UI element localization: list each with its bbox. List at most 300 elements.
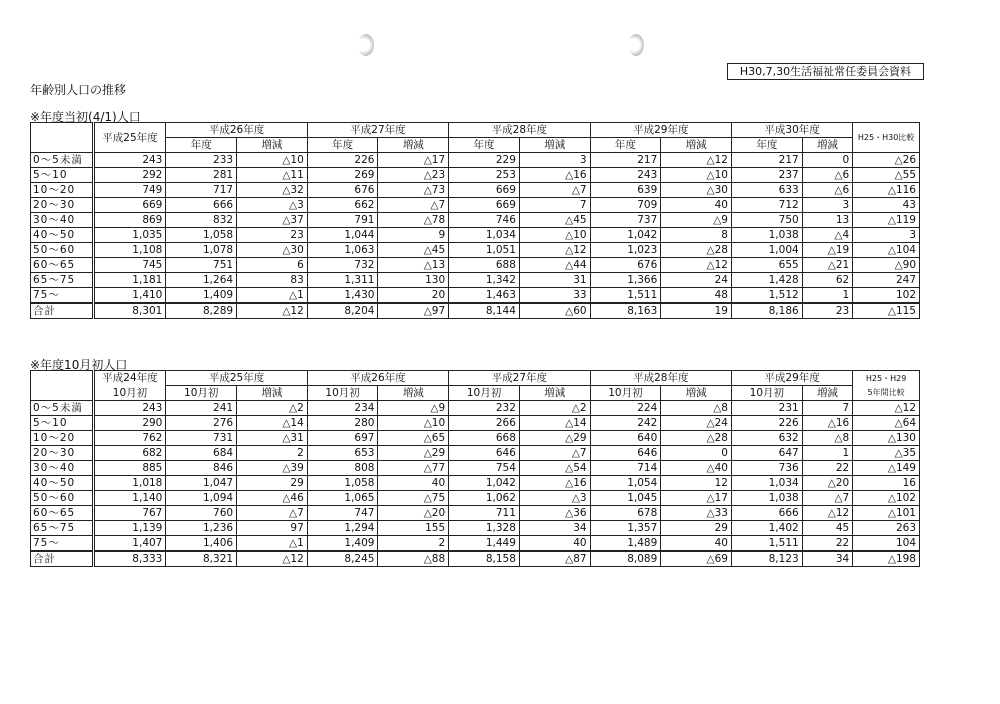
- sub-header-diff: 増減: [661, 386, 732, 401]
- population-cell: 8,245: [307, 551, 378, 567]
- table-row: [31, 288, 920, 304]
- base-value-cell: 669: [93, 198, 166, 213]
- population-cell: 808: [307, 461, 378, 476]
- population-cell: 1,489: [590, 536, 661, 552]
- age-group-cell: 65～75: [31, 521, 94, 536]
- change-cell: 2: [237, 446, 308, 461]
- table-row: [31, 491, 920, 506]
- change-cell: 40: [378, 476, 449, 491]
- change-cell: 7: [519, 198, 590, 213]
- sub-header-diff: 増減: [661, 138, 732, 153]
- population-cell: 697: [307, 431, 378, 446]
- table-row: [31, 431, 920, 446]
- age-group-cell: 20～30: [31, 446, 94, 461]
- population-cell: 1,264: [166, 273, 237, 288]
- change-cell: △19: [802, 243, 853, 258]
- sub-header-pop: 10月初: [307, 386, 378, 401]
- base-value-cell: 290: [93, 416, 166, 431]
- change-cell: △60: [519, 303, 590, 319]
- population-cell: 737: [590, 213, 661, 228]
- change-cell: △65: [378, 431, 449, 446]
- age-group-cell: 10～20: [31, 183, 94, 198]
- age-group-cell: 5～10: [31, 168, 94, 183]
- population-cell: 711: [449, 506, 520, 521]
- population-cell: 669: [449, 198, 520, 213]
- change-cell: △39: [237, 461, 308, 476]
- sub-header-diff: 増減: [378, 138, 449, 153]
- comparison-cell: △130: [853, 431, 920, 446]
- table2-caption: ※年度10月初人口: [30, 358, 128, 372]
- population-cell: 1,430: [307, 288, 378, 304]
- change-cell: △9: [661, 213, 732, 228]
- table-row: [31, 401, 920, 416]
- population-cell: 714: [590, 461, 661, 476]
- base-value-cell: 682: [93, 446, 166, 461]
- change-cell: △28: [661, 243, 732, 258]
- change-cell: △12: [661, 258, 732, 273]
- comparison-cell: △102: [853, 491, 920, 506]
- population-cell: 678: [590, 506, 661, 521]
- change-cell: 13: [802, 213, 853, 228]
- change-cell: △32: [237, 183, 308, 198]
- age-group-cell: 0～5未満: [31, 401, 94, 416]
- population-cell: 8,089: [590, 551, 661, 567]
- change-cell: 1: [802, 288, 853, 304]
- change-cell: △10: [237, 153, 308, 168]
- change-cell: △29: [519, 431, 590, 446]
- population-cell: 1,449: [449, 536, 520, 552]
- change-cell: △31: [237, 431, 308, 446]
- change-cell: △7: [519, 446, 590, 461]
- sub-header-pop: 10月初: [731, 386, 802, 401]
- base-value-cell: 1,410: [93, 288, 166, 304]
- population-cell: 639: [590, 183, 661, 198]
- table-row: [31, 243, 920, 258]
- population-cell: 280: [307, 416, 378, 431]
- population-cell: 746: [449, 213, 520, 228]
- sub-header-pop: 年度: [166, 138, 237, 153]
- change-cell: △73: [378, 183, 449, 198]
- sub-header-pop: 10月初: [449, 386, 520, 401]
- year-header: 平成26年度: [307, 371, 448, 386]
- comparison-cell: 102: [853, 288, 920, 304]
- population-cell: 226: [731, 416, 802, 431]
- age-group-cell: 合計: [31, 303, 94, 319]
- change-cell: △30: [237, 243, 308, 258]
- comparison-cell: △115: [853, 303, 920, 319]
- comparison-cell: 263: [853, 521, 920, 536]
- base-value-cell: 1,181: [93, 273, 166, 288]
- page-title: 年齢別人口の推移: [30, 83, 127, 97]
- population-cell: 1,054: [590, 476, 661, 491]
- population-cell: 1,328: [449, 521, 520, 536]
- change-cell: 12: [661, 476, 732, 491]
- change-cell: 23: [802, 303, 853, 319]
- age-group-cell: 75～: [31, 288, 94, 304]
- population-cell: 653: [307, 446, 378, 461]
- change-cell: 40: [661, 536, 732, 552]
- table-row: [31, 273, 920, 288]
- comparison-cell: △26: [853, 153, 920, 168]
- population-cell: 241: [166, 401, 237, 416]
- change-cell: 19: [661, 303, 732, 319]
- age-group-cell: 60～65: [31, 506, 94, 521]
- change-cell: △44: [519, 258, 590, 273]
- total-row: [31, 303, 920, 319]
- change-cell: 130: [378, 273, 449, 288]
- population-cell: 662: [307, 198, 378, 213]
- base-value-cell: 8,301: [93, 303, 166, 319]
- year-header: 平成25年度: [166, 371, 307, 386]
- population-cell: 269: [307, 168, 378, 183]
- population-cell: 217: [590, 153, 661, 168]
- population-cell: 791: [307, 213, 378, 228]
- sub-header-diff: 増減: [378, 386, 449, 401]
- change-cell: △33: [661, 506, 732, 521]
- table-row: [31, 183, 920, 198]
- change-cell: △10: [519, 228, 590, 243]
- base-value-cell: 1,108: [93, 243, 166, 258]
- population-cell: 747: [307, 506, 378, 521]
- population-cell: 8,158: [449, 551, 520, 567]
- population-cell: 1,038: [731, 491, 802, 506]
- change-cell: △54: [519, 461, 590, 476]
- population-cell: 1,058: [166, 228, 237, 243]
- change-cell: △21: [802, 258, 853, 273]
- base-value-cell: 767: [93, 506, 166, 521]
- sub-header-diff: 増減: [802, 386, 853, 401]
- change-cell: △12: [802, 506, 853, 521]
- population-cell: 632: [731, 431, 802, 446]
- population-cell: 8,144: [449, 303, 520, 319]
- population-cell: 233: [166, 153, 237, 168]
- population-cell: 1,034: [449, 228, 520, 243]
- sub-header-diff: 増減: [519, 386, 590, 401]
- population-cell: 712: [731, 198, 802, 213]
- population-cell: 1,357: [590, 521, 661, 536]
- change-cell: △23: [378, 168, 449, 183]
- change-cell: 24: [661, 273, 732, 288]
- population-cell: 1,342: [449, 273, 520, 288]
- population-table-october: [30, 370, 920, 567]
- change-cell: 22: [802, 461, 853, 476]
- year-header: 平成27年度: [307, 123, 448, 138]
- change-cell: △20: [378, 506, 449, 521]
- population-cell: 229: [449, 153, 520, 168]
- change-cell: △78: [378, 213, 449, 228]
- base-year-header: 平成25年度: [93, 123, 166, 153]
- year-header: 平成30年度: [731, 123, 852, 138]
- population-cell: 1,042: [449, 476, 520, 491]
- change-cell: 40: [661, 198, 732, 213]
- population-cell: 1,511: [590, 288, 661, 304]
- change-cell: △12: [519, 243, 590, 258]
- population-cell: 754: [449, 461, 520, 476]
- comparison-cell: △90: [853, 258, 920, 273]
- change-cell: 7: [802, 401, 853, 416]
- comparison-cell: △101: [853, 506, 920, 521]
- table-row: [31, 416, 920, 431]
- population-cell: 1,406: [166, 536, 237, 552]
- comparison-cell: △64: [853, 416, 920, 431]
- comparison-cell: △55: [853, 168, 920, 183]
- change-cell: △11: [237, 168, 308, 183]
- change-cell: 3: [802, 198, 853, 213]
- table-row: [31, 476, 920, 491]
- table-row: [31, 228, 920, 243]
- comparison-cell: △35: [853, 446, 920, 461]
- sub-header-pop: 年度: [590, 138, 661, 153]
- population-cell: 1,512: [731, 288, 802, 304]
- population-cell: 1,047: [166, 476, 237, 491]
- change-cell: △7: [237, 506, 308, 521]
- population-cell: 8,123: [731, 551, 802, 567]
- year-header: 平成29年度: [731, 371, 852, 386]
- change-cell: △40: [661, 461, 732, 476]
- change-cell: △16: [519, 168, 590, 183]
- age-group-cell: 合計: [31, 551, 94, 567]
- change-cell: △14: [519, 416, 590, 431]
- change-cell: 29: [237, 476, 308, 491]
- change-cell: △16: [802, 416, 853, 431]
- change-cell: △20: [802, 476, 853, 491]
- base-year-header: 平成24年度: [93, 371, 166, 386]
- population-cell: 1,366: [590, 273, 661, 288]
- population-cell: 8,289: [166, 303, 237, 319]
- base-value-cell: 292: [93, 168, 166, 183]
- comparison-cell: 43: [853, 198, 920, 213]
- population-cell: 1,063: [307, 243, 378, 258]
- age-group-cell: 40～50: [31, 476, 94, 491]
- corner-cell: [31, 371, 94, 401]
- population-cell: 688: [449, 258, 520, 273]
- change-cell: 34: [802, 551, 853, 567]
- change-cell: 48: [661, 288, 732, 304]
- population-cell: 1,042: [590, 228, 661, 243]
- change-cell: 23: [237, 228, 308, 243]
- population-cell: 1,409: [166, 288, 237, 304]
- change-cell: △3: [237, 198, 308, 213]
- change-cell: △12: [237, 303, 308, 319]
- population-cell: 1,463: [449, 288, 520, 304]
- change-cell: 3: [519, 153, 590, 168]
- table-row: [31, 461, 920, 476]
- base-sub-header: 10月初: [93, 386, 166, 401]
- change-cell: △88: [378, 551, 449, 567]
- population-cell: 647: [731, 446, 802, 461]
- population-cell: 1,023: [590, 243, 661, 258]
- change-cell: 40: [519, 536, 590, 552]
- change-cell: 0: [802, 153, 853, 168]
- change-cell: △13: [378, 258, 449, 273]
- base-value-cell: 243: [93, 153, 166, 168]
- base-value-cell: 1,018: [93, 476, 166, 491]
- population-cell: 1,058: [307, 476, 378, 491]
- population-cell: 717: [166, 183, 237, 198]
- population-cell: 242: [590, 416, 661, 431]
- age-group-cell: 50～60: [31, 491, 94, 506]
- population-cell: 750: [731, 213, 802, 228]
- sub-header-pop: 10月初: [590, 386, 661, 401]
- table-row: [31, 198, 920, 213]
- age-group-cell: 30～40: [31, 213, 94, 228]
- change-cell: △24: [661, 416, 732, 431]
- population-cell: 217: [731, 153, 802, 168]
- base-value-cell: 745: [93, 258, 166, 273]
- comparison-cell: △12: [853, 401, 920, 416]
- population-cell: 751: [166, 258, 237, 273]
- base-value-cell: 8,333: [93, 551, 166, 567]
- age-group-cell: 20～30: [31, 198, 94, 213]
- population-cell: 1,062: [449, 491, 520, 506]
- population-cell: 8,204: [307, 303, 378, 319]
- population-cell: 1,004: [731, 243, 802, 258]
- comparison-cell: 247: [853, 273, 920, 288]
- sub-header-pop: 年度: [731, 138, 802, 153]
- population-cell: 281: [166, 168, 237, 183]
- corner-cell: [31, 123, 94, 153]
- table-row: [31, 258, 920, 273]
- population-cell: 1,402: [731, 521, 802, 536]
- age-group-cell: 10～20: [31, 431, 94, 446]
- population-cell: 8,321: [166, 551, 237, 567]
- change-cell: 29: [661, 521, 732, 536]
- change-cell: △12: [661, 153, 732, 168]
- base-value-cell: 243: [93, 401, 166, 416]
- change-cell: △1: [237, 288, 308, 304]
- population-cell: 8,163: [590, 303, 661, 319]
- change-cell: △28: [661, 431, 732, 446]
- table1-caption: ※年度当初(4/1)人口: [30, 110, 141, 124]
- change-cell: 62: [802, 273, 853, 288]
- population-cell: 1,078: [166, 243, 237, 258]
- year-header: 平成26年度: [166, 123, 307, 138]
- change-cell: 0: [661, 446, 732, 461]
- population-cell: 676: [307, 183, 378, 198]
- table-row: [31, 168, 920, 183]
- population-cell: 669: [449, 183, 520, 198]
- change-cell: △8: [802, 431, 853, 446]
- change-cell: △12: [237, 551, 308, 567]
- population-cell: 646: [449, 446, 520, 461]
- sub-header-pop: 年度: [449, 138, 520, 153]
- base-value-cell: 885: [93, 461, 166, 476]
- base-value-cell: 1,035: [93, 228, 166, 243]
- change-cell: △4: [802, 228, 853, 243]
- change-cell: △1: [237, 536, 308, 552]
- change-cell: △30: [661, 183, 732, 198]
- population-cell: 666: [166, 198, 237, 213]
- change-cell: △29: [378, 446, 449, 461]
- comparison-cell: △198: [853, 551, 920, 567]
- sub-header-diff: 増減: [237, 138, 308, 153]
- change-cell: 45: [802, 521, 853, 536]
- change-cell: △37: [237, 213, 308, 228]
- age-group-cell: 0～5未満: [31, 153, 94, 168]
- comparison-cell: 104: [853, 536, 920, 552]
- change-cell: 22: [802, 536, 853, 552]
- age-group-cell: 75～: [31, 536, 94, 552]
- population-cell: 266: [449, 416, 520, 431]
- comparison-cell: △116: [853, 183, 920, 198]
- population-cell: 633: [731, 183, 802, 198]
- population-cell: 731: [166, 431, 237, 446]
- change-cell: △6: [802, 183, 853, 198]
- table-row: [31, 506, 920, 521]
- change-cell: △7: [378, 198, 449, 213]
- population-cell: 1,428: [731, 273, 802, 288]
- population-cell: 640: [590, 431, 661, 446]
- population-cell: 1,038: [731, 228, 802, 243]
- change-cell: 20: [378, 288, 449, 304]
- sub-header-pop: 年度: [307, 138, 378, 153]
- age-group-cell: 50～60: [31, 243, 94, 258]
- population-cell: 732: [307, 258, 378, 273]
- comparison-cell: 3: [853, 228, 920, 243]
- population-cell: 253: [449, 168, 520, 183]
- population-cell: 1,236: [166, 521, 237, 536]
- change-cell: 9: [378, 228, 449, 243]
- age-group-cell: 65～75: [31, 273, 94, 288]
- population-cell: 1,044: [307, 228, 378, 243]
- year-header: 平成28年度: [590, 371, 731, 386]
- change-cell: 34: [519, 521, 590, 536]
- population-cell: 224: [590, 401, 661, 416]
- age-group-cell: 5～10: [31, 416, 94, 431]
- comparison-cell: △104: [853, 243, 920, 258]
- change-cell: △97: [378, 303, 449, 319]
- change-cell: △10: [378, 416, 449, 431]
- population-cell: 684: [166, 446, 237, 461]
- change-cell: △7: [802, 491, 853, 506]
- population-cell: 760: [166, 506, 237, 521]
- population-cell: 1,409: [307, 536, 378, 552]
- change-cell: 6: [237, 258, 308, 273]
- population-cell: 226: [307, 153, 378, 168]
- change-cell: △3: [519, 491, 590, 506]
- sub-header-pop: 10月初: [166, 386, 237, 401]
- year-header: 平成28年度: [449, 123, 590, 138]
- change-cell: △10: [661, 168, 732, 183]
- total-row: [31, 551, 920, 567]
- table-row: [31, 521, 920, 536]
- population-cell: 1,051: [449, 243, 520, 258]
- population-table-april: [30, 122, 920, 319]
- base-value-cell: 1,140: [93, 491, 166, 506]
- population-cell: 655: [731, 258, 802, 273]
- sub-header-diff: 増減: [237, 386, 308, 401]
- base-value-cell: 762: [93, 431, 166, 446]
- population-cell: 846: [166, 461, 237, 476]
- population-cell: 1,294: [307, 521, 378, 536]
- change-cell: △2: [237, 401, 308, 416]
- population-cell: 231: [731, 401, 802, 416]
- sub-header-diff: 増減: [802, 138, 853, 153]
- punch-hole-right: [628, 34, 644, 56]
- comparison-cell: △119: [853, 213, 920, 228]
- population-cell: 832: [166, 213, 237, 228]
- age-group-cell: 40～50: [31, 228, 94, 243]
- change-cell: △75: [378, 491, 449, 506]
- change-cell: △87: [519, 551, 590, 567]
- year-header: 平成27年度: [449, 371, 590, 386]
- change-cell: 83: [237, 273, 308, 288]
- base-value-cell: 749: [93, 183, 166, 198]
- population-cell: 676: [590, 258, 661, 273]
- table-row: [31, 446, 920, 461]
- population-cell: 237: [731, 168, 802, 183]
- population-cell: 1,065: [307, 491, 378, 506]
